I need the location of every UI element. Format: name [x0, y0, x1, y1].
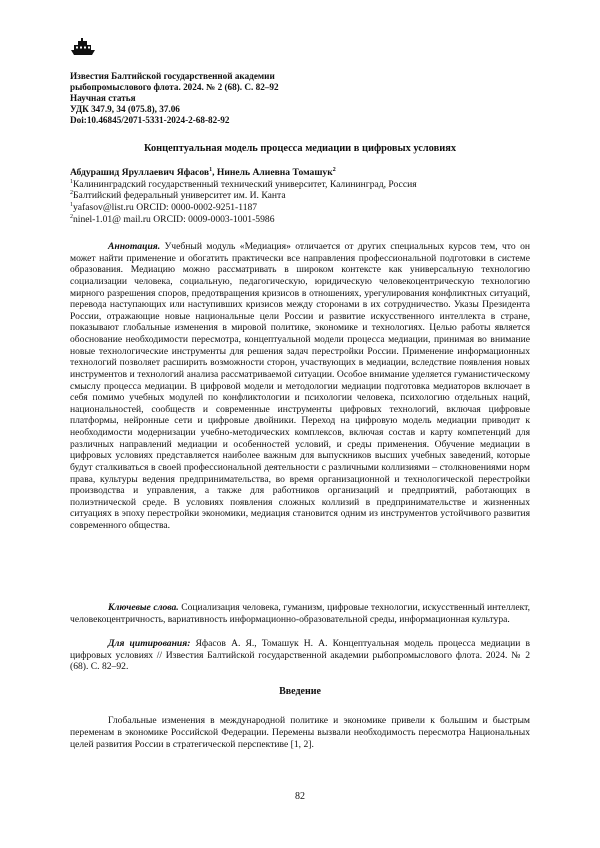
author-2: Нинель Алиевна Томашук	[216, 167, 333, 178]
abstract-lead: Аннотация.	[108, 241, 161, 252]
abstract-text: Учебный модуль «Медиация» отличается от других специальных курсов тем, что он может найти применение и обогатить практически все направления профессиональной подготовки в системе образования. Медиацию можно рассматривать в широком контексте как универсальную технологию социализации человека, социальную, педагогическую, юридическую человекоцентрическую технологию мирного разрешения споров, предотвращения кризисов в отношениях, урегулирования конфликтных ситуаций, перевода наступающих или наступивших кризисов между сторонами в их сотрудничество. Указы Президента России, отражающие новые национальные цели России и развитие искусственного интеллекта в стране, показывают глобальные изменения в мировой политике, экономике и технологиях. Целью работы является обоснование необходимости пересмотра, концептуальной модели процесса медиации, принимая во внимание новые технологические инструменты для решения задач перестройки России. Применение информационных технологий позволяет расширить возможности сторон, участвующих в медиации, вследствие появления новых инструментов и технологий анализа рассматриваемой ситуации. Особое внимание уделяется гуманистическому смыслу процесса медиации. В цифровой модели и методологии медиации подготовка медиаторов включает в себя помимо учебных модулей по конфликтологии и психологии человека, психологию отдельных наций, национальностей, сообществ и современные инструменты цифровых технологий, включая цифровые платформы, нейронные сети и цифровые двойники. Переход на цифровую модель медиации приводит к необходимости модернизации учебно-методических комплексов, включая состав и карту компетенций для различных направлений медиации и особенностей условий, и среды применения. Обучение медиации в цифровых условиях представляется наиболее важным для выпускников высших учебных заведений, которые будут сталкиваться в своей профессиональной деятельности с различными коллизиями – столкновениями норм права, культуры ведения предпринимательства, во время организационной и технологической перестройки производства и управления, а также для работников организаций и предприятий, работающих в полиэтнической среде. В условиях появления сложных коллизий в предпринимательстве и жизненных ситуациях в эпоху перестройки экономики, медиация становится одним из инструментов устойчивого развития современного общества.	[70, 241, 530, 531]
section-heading: Введение	[279, 686, 321, 697]
citation-lead: Для цитирования:	[108, 638, 191, 649]
journal-name-line2: рыбопромыслового флота. 2024. № 2 (68). С. 82–92	[70, 82, 279, 92]
journal-meta	[70, 71, 540, 126]
author-names	[70, 167, 540, 179]
udc-code: УДК 347.9, 34 (075.8), 37.06	[70, 104, 180, 114]
article-type: Научная статья	[70, 93, 136, 103]
journal-name-line1: Известия Балтийской государственной академии	[70, 71, 275, 81]
article-title: Концептуальная модель процесса медиации в цифровых условиях	[143, 143, 457, 154]
keywords-lead: Ключевые слова.	[108, 602, 179, 613]
page-number: 82	[295, 791, 305, 802]
citation	[70, 638, 530, 673]
keywords	[70, 602, 530, 625]
intro-paragraph: Глобальные изменения в международной политике и экономике привели к большим и быстрым переменам в экономике Российской Федерации. Перемены вызвали необходимость пересмотра Национальных целей развития России в стратегической перспективе [1, 2].	[70, 715, 530, 751]
affiliation-2: $^2$Балтийский федеральный университет им. И. Канта	[70, 190, 286, 202]
citation-text: Яфасов А. Я., Томашук Н. А. Концептуальная модель процесса медиации в цифровых условиях // Известия Балтийской государственной академии рыбопромыслового флота. 2024. № 2 (68). С. 82–92.	[70, 638, 530, 673]
author-2-sup: 2	[332, 166, 336, 173]
authors-block	[70, 167, 540, 226]
doi: Doi:10.46845/2071-5331-2024-2-68-82-92	[70, 115, 230, 125]
ship-icon	[70, 38, 96, 56]
affiliation-1: $^1$Калининградский государственный технический университет, Калининград, Россия	[70, 178, 417, 190]
abstract	[70, 241, 530, 532]
author-separator: ,	[212, 167, 217, 178]
author-1-sup: 1	[209, 166, 213, 173]
contact-2: $^2$ninel-1.01@ mail.ru ORCID: 0009-0003-1001-5986	[70, 213, 275, 225]
author-1: Абдурашид Яруллаевич Яфасов	[70, 167, 210, 178]
keywords-text: Социализация человека, гуманизм, цифровые технологии, искусственный интеллект, человекоцентричность, вариативность информационно-образовательной среды, информационная культура.	[70, 602, 530, 625]
contact-1: $^1$yafasov@list.ru ORCID: 0000-0002-9251-1187	[70, 201, 258, 214]
